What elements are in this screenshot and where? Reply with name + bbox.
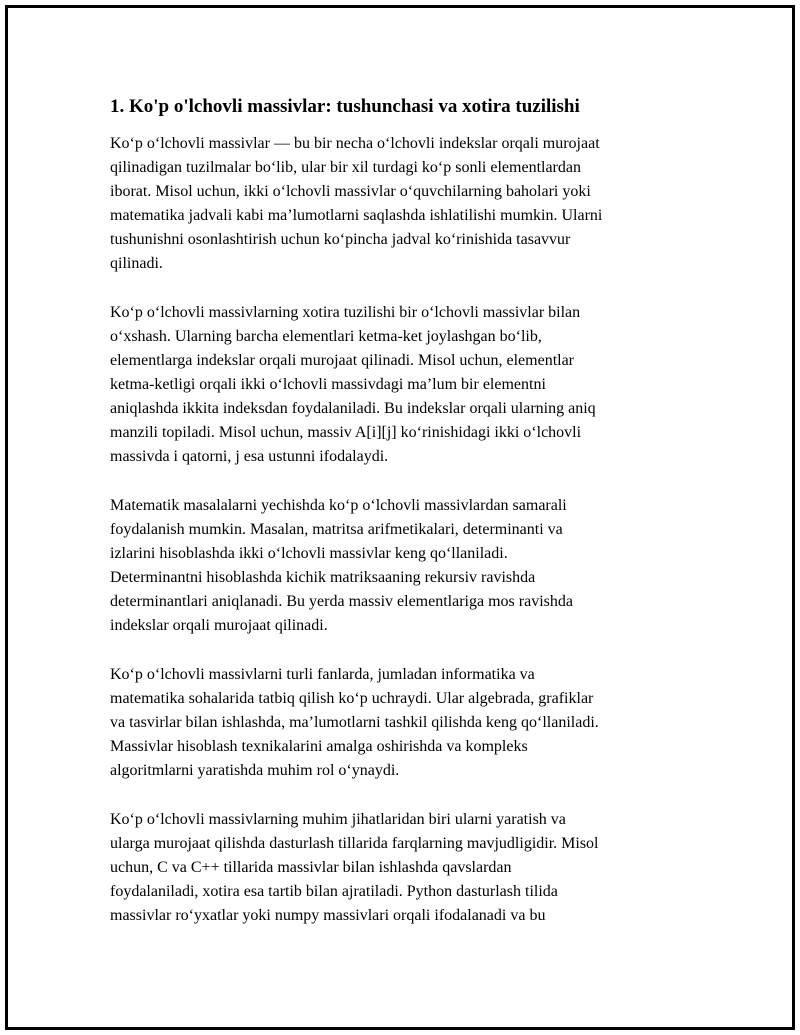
text-line: Ko‘p o‘lchovli massivlarning xotira tuzilishi bir o‘lchovli massivlar bilan bbox=[110, 304, 581, 321]
text-line: matematika sohalarida tatbiq qilish ko‘p uchraydi. Ular algebrada, grafiklar bbox=[110, 690, 594, 707]
text-line: Massivlar hisoblash texnikalarini amalga oshirishda va kompleks bbox=[110, 738, 528, 755]
text-line: elementlarga indekslar orqali murojaat qilinadi. Misol uchun, elementlar bbox=[110, 352, 575, 369]
text-line: Ko‘p o‘lchovli massivlarni turli fanlarda, jumladan informatika va bbox=[110, 666, 535, 683]
text-line: manzili topiladi. Misol uchun, massiv A[i][j] ko‘rinishidagi ikki o‘lchovli bbox=[110, 424, 582, 441]
text-line: Matematik masalalarni yechishda ko‘p o‘lchovli massivlardan samarali bbox=[110, 497, 567, 514]
text-line: aniqlashda ikkita indeksdan foydalaniladi. Bu indekslar orqali ularning aniq bbox=[110, 400, 596, 417]
text-line: indekslar orqali murojaat qilinadi. bbox=[110, 617, 328, 634]
text-line: va tasvirlar bilan ishlashda, ma’lumotlarni tashkil qilishda keng qo‘llaniladi. bbox=[110, 714, 599, 731]
text-line: massivlar ro‘yxatlar yoki numpy massivlari orqali ifodalanadi va bu bbox=[110, 907, 546, 924]
text-line: ularga murojaat qilishda dasturlash tillarida farqlarning mavjudligidir. Misol bbox=[110, 835, 599, 852]
paragraph-4 bbox=[110, 663, 690, 783]
text-line: Ko‘p o‘lchovli massivlar — bu bir necha o‘lchovli indekslar orqali murojaat bbox=[110, 135, 600, 152]
text-line: matematika jadvali kabi ma’lumotlarni saqlashda ishlatilishi mumkin. Ularni bbox=[110, 207, 603, 224]
text-line: izlarini hisoblashda ikki o‘lchovli massivlar keng qo‘llaniladi. bbox=[110, 545, 508, 562]
text-line: Determinantni hisoblashda kichik matriksaaning rekursiv ravishda bbox=[110, 569, 536, 586]
paragraph-5 bbox=[110, 808, 690, 928]
text-line: iborat. Misol uchun, ikki o‘lchovli massivlar o‘quvchilarning baholari yoki bbox=[110, 183, 591, 200]
text-line: uchun, C va C++ tillarida massivlar bilan ishlashda qavslardan bbox=[110, 859, 512, 876]
text-line: ketma-ketligi orqali ikki o‘lchovli massivdagi ma’lum bir elementni bbox=[110, 376, 546, 393]
text-line: massivda i qatorni, j esa ustunni ifodalaydi. bbox=[110, 448, 389, 465]
text-line: tushunishni osonlashtirish uchun ko‘pincha jadval ko‘rinishida tasavvur bbox=[110, 231, 571, 248]
text-line: determinantlari aniqlanadi. Bu yerda massiv elementlariga mos ravishda bbox=[110, 593, 573, 610]
text-line: o‘xshash. Ularning barcha elementlari ketma-ket joylashgan bo‘lib, bbox=[110, 328, 542, 345]
text-line: algoritmlarni yaratishda muhim rol o‘ynaydi. bbox=[110, 762, 400, 779]
paragraph-2 bbox=[110, 301, 690, 469]
text-line: foydalanish mumkin. Masalan, matritsa arifmetikalari, determinanti va bbox=[110, 521, 563, 538]
text-line: qilinadi. bbox=[110, 255, 163, 272]
text-line: foydalaniladi, xotira esa tartib bilan ajratiladi. Python dasturlash tilida bbox=[110, 883, 558, 900]
text-line: Ko‘p o‘lchovli massivlarning muhim jihatlaridan biri ularni yaratish va bbox=[110, 811, 566, 828]
paragraph-3 bbox=[110, 494, 690, 638]
paragraph-1 bbox=[110, 132, 690, 276]
section-heading: 1. Ko'p o'lchovli massivlar: tushunchasi va xotira tuzilishi bbox=[110, 96, 580, 117]
text-line: qilinadigan tuzilmalar bo‘lib, ular bir xil turdagi ko‘p sonli elementlardan bbox=[110, 159, 581, 176]
document-body bbox=[110, 90, 690, 953]
